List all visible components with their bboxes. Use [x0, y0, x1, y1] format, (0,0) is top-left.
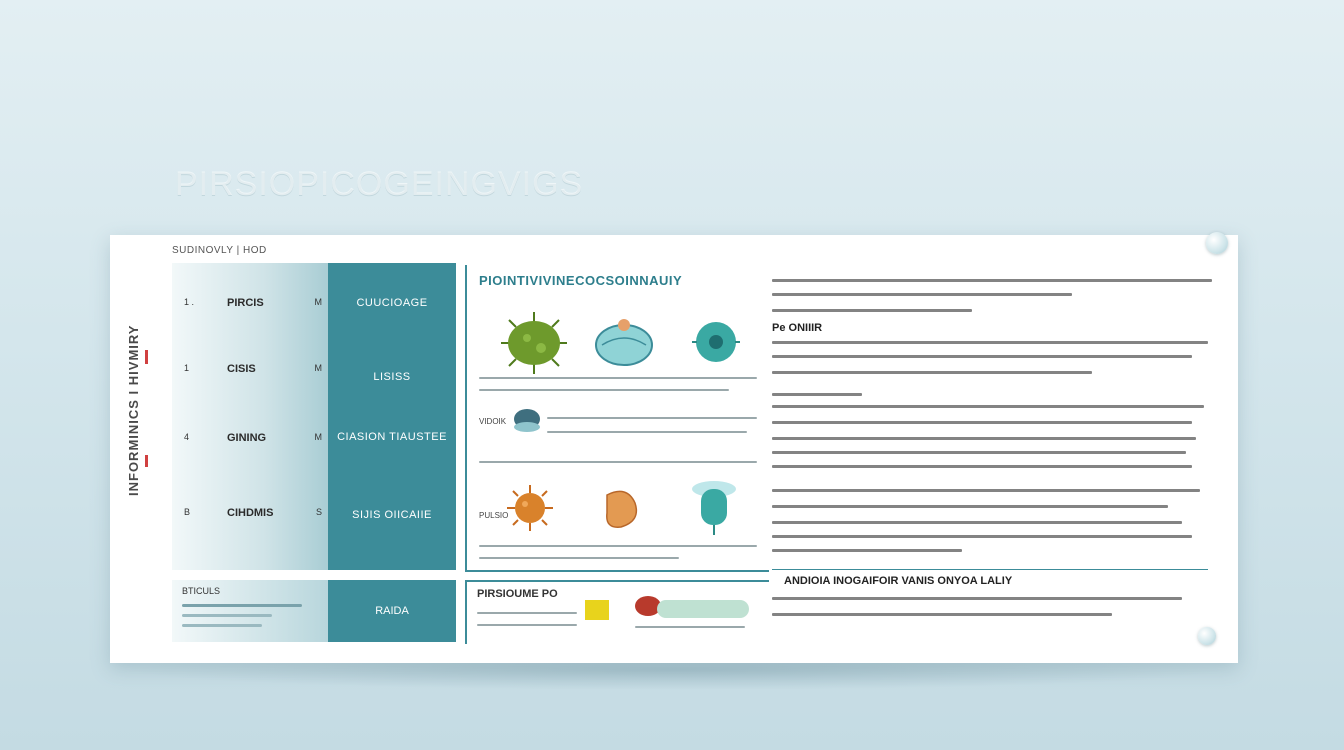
table-cell: CUUCIOAGE [356, 297, 428, 309]
text-line [772, 465, 1192, 468]
section-heading: ANDIOIA INOGAIFOIR VANIS ONYOA LALIY [784, 575, 1013, 587]
table-footer-left [172, 580, 328, 642]
row-number: 4 [184, 432, 190, 442]
caption-line [547, 417, 757, 419]
blue-cell-icon [592, 315, 656, 369]
caption-line [479, 461, 757, 463]
table-left-column [172, 263, 328, 570]
microbe-panel-title: PIOINTIVIVINECOCSOINNAUIY [479, 273, 683, 288]
text-line [182, 604, 302, 607]
row-name: CIHDMIS [227, 507, 274, 519]
text-line [772, 405, 1204, 408]
table-header: SUDINOVLY | HOD [172, 245, 267, 256]
table-footer-right: RAIDA [328, 580, 456, 642]
row-number: 1 . [184, 297, 195, 307]
micro-label: VIDOIK [479, 417, 507, 426]
microbe-panel [465, 265, 769, 572]
text-line [772, 505, 1168, 508]
orange-virus-icon [505, 483, 555, 533]
table-cell: LISISS [373, 371, 411, 383]
row-tick: M [314, 432, 322, 442]
caption-line [479, 389, 729, 391]
text-line [182, 614, 272, 617]
text-line [772, 371, 1092, 374]
text-line [772, 597, 1182, 600]
text-line [772, 521, 1182, 524]
water-drop-icon [1198, 627, 1216, 645]
caption-line [479, 377, 757, 379]
caption-line [479, 545, 757, 547]
text-line [772, 421, 1192, 424]
row-name: PIRCIS [227, 297, 264, 309]
caption-line [479, 557, 679, 559]
text-line [772, 613, 1112, 616]
table-row [172, 503, 328, 525]
teal-cell-icon [689, 317, 743, 367]
section-heading: Pe ONIIIR [772, 322, 823, 334]
row-name: GINING [227, 432, 267, 444]
caption-line [635, 626, 745, 628]
text-line [772, 279, 1212, 282]
yellow-block-icon [585, 600, 609, 620]
caption-line [477, 612, 577, 614]
capsule-bar-icon [657, 600, 749, 618]
text-line [772, 549, 962, 552]
text-line [182, 624, 262, 627]
spine-title: INFORMINICS I HIVMIRY [126, 324, 141, 496]
row-tick: M [314, 363, 322, 373]
infographic-board [110, 235, 1238, 663]
text-line [772, 355, 1192, 358]
accent-bar [145, 350, 148, 364]
row-name: CISIS [227, 363, 256, 375]
table-row [172, 293, 328, 315]
text-line [772, 341, 1208, 344]
lens-icon [512, 407, 542, 435]
accent-bar [145, 455, 148, 467]
water-drop-icon [1206, 232, 1228, 254]
row-tick: S [315, 507, 322, 517]
micro-label: PULSIO [479, 511, 509, 520]
table-cell: CIASION TIAUSTEE [337, 431, 447, 443]
row-number: B [184, 507, 191, 517]
teal-capsule-icon [689, 479, 739, 537]
text-line [772, 309, 972, 312]
row-number: 1 [184, 363, 190, 373]
caption-line [547, 431, 747, 433]
footer-label: BTICULS [182, 586, 221, 596]
row-tick: M [314, 297, 322, 307]
green-virus-icon [497, 310, 571, 376]
table-cell: SIJIS OIICAIIE [352, 509, 432, 521]
table-row [172, 359, 328, 381]
subpanel-title: PIRSIOUME PO [477, 588, 558, 600]
text-line [772, 451, 1186, 454]
caption-line [477, 624, 577, 626]
orange-bacteria-icon [597, 485, 643, 533]
text-line [772, 437, 1196, 440]
text-line [772, 393, 862, 396]
divider [772, 569, 1208, 570]
text-line [772, 535, 1192, 538]
table-row [172, 428, 328, 450]
text-line [772, 489, 1200, 492]
microbe-subpanel [465, 580, 769, 644]
table-right-column [328, 263, 456, 570]
background-title: PIRSIOPICOGEINGVIGS [175, 165, 584, 203]
text-line [772, 293, 1072, 296]
